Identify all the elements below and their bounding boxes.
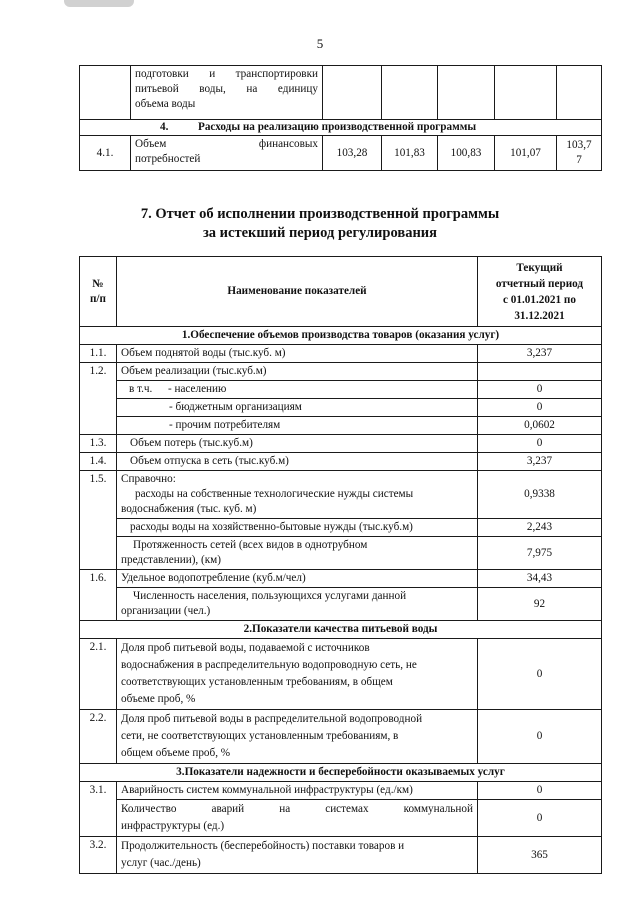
- table-cell: [495, 66, 557, 120]
- cell-text: - населению: [167, 383, 227, 395]
- indicator-name: [117, 381, 478, 399]
- table-row: [80, 782, 602, 800]
- row-number: 1.1.: [80, 345, 117, 363]
- indicator-value: 3,237: [478, 453, 602, 471]
- indicator-name-cell: [131, 136, 323, 171]
- cell-text: сети, не соответствующих установленным требованиям, в: [121, 730, 399, 742]
- header-row: [80, 257, 602, 327]
- indicator-value: 2,243: [478, 519, 602, 537]
- table-row: [80, 435, 602, 453]
- value-cell: 100,83: [438, 136, 495, 171]
- value-cell: 101,07: [495, 136, 557, 171]
- cell-text: Протяженность сетей (всех видов в однотрубном: [133, 539, 368, 551]
- report-title: [0, 205, 640, 243]
- indicator-name: Объем потерь (тыс.куб.м): [117, 435, 478, 453]
- cell-text: инфраструктуры (ед.): [121, 820, 225, 832]
- indicator-value: 0,0602: [478, 417, 602, 435]
- cell-text: Текущий: [516, 261, 563, 274]
- cell-text: представлении), (км): [121, 554, 221, 566]
- cell-text: организации (чел.): [121, 605, 211, 617]
- cell-text: общем объеме проб, %: [121, 747, 231, 759]
- section-row: [80, 621, 602, 639]
- row-number: 1.5.: [80, 471, 117, 570]
- cell-text: с 01.01.2021 по: [503, 293, 576, 306]
- section-number: 4.: [160, 121, 169, 133]
- indicator-name: - бюджетным организациям: [117, 399, 478, 417]
- cell-text: финансовых: [258, 138, 318, 150]
- indicator-name: [117, 710, 478, 764]
- row-number: 3.1.: [80, 782, 117, 837]
- cell-text: Доля проб питьевой воды в распределительной водопроводной: [121, 713, 423, 725]
- cell-text: Доля проб питьевой воды, подаваемой с источников: [121, 642, 370, 654]
- indicator-name: расходы воды на хозяйственно-бытовые нужды (тыс.куб.м): [117, 519, 478, 537]
- value-cell: 103,28: [323, 136, 382, 171]
- indicator-value: 0: [478, 639, 602, 710]
- row-number: 1.3.: [80, 435, 117, 453]
- table-cell: [557, 66, 602, 120]
- indicator-value: 365: [478, 837, 602, 874]
- value-cell: 101,83: [382, 136, 438, 171]
- section-heading: 2.Показатели качества питьевой воды: [80, 621, 602, 639]
- table-row: [80, 800, 602, 837]
- indicator-value: 0: [478, 399, 602, 417]
- table-row: [80, 136, 602, 171]
- indicator-name: [117, 537, 478, 570]
- table-row: [80, 345, 602, 363]
- table-row: [80, 519, 602, 537]
- cell-text: 31.12.2021: [514, 309, 565, 322]
- cell-text: Справочно:: [121, 473, 176, 485]
- indicator-value: 0,9338: [478, 471, 602, 519]
- cell-text: соответствующих установленным требованиям, в общем: [121, 676, 393, 688]
- table-row: [80, 399, 602, 417]
- indicator-value: 0: [478, 710, 602, 764]
- row-number: 2.2.: [80, 710, 117, 764]
- page-number: 5: [316, 36, 324, 51]
- row-number: 1.6.: [80, 570, 117, 621]
- table-cell: [323, 66, 382, 120]
- row-number: 1.2.: [80, 363, 117, 435]
- cell-text: системах: [325, 803, 369, 815]
- top-table: [79, 65, 602, 171]
- cell-text: водоснабжения в распределительную водопроводную сеть, не: [121, 659, 417, 671]
- cell-text: на: [279, 803, 291, 815]
- cell-text: питьевой воды, на единицу: [135, 83, 318, 95]
- report-table: [79, 256, 602, 874]
- indicator-name: [117, 837, 478, 874]
- indicator-value: 0: [478, 435, 602, 453]
- cell-text: Численность населения, пользующихся услугами данной: [133, 590, 407, 602]
- section-heading: [80, 120, 602, 136]
- table-row: [80, 537, 602, 570]
- header-name: Наименование показателей: [117, 257, 478, 327]
- table-row: [80, 381, 602, 399]
- section-row: [80, 120, 602, 136]
- cell-text: Продолжительность (бесперебойность) поставки товаров и: [121, 840, 405, 852]
- cell-text: в т.ч.: [129, 383, 153, 395]
- indicator-name: Аварийность систем коммунальной инфраструктуры (ед./км): [117, 782, 478, 800]
- indicator-name: [117, 588, 478, 621]
- indicator-value: 3,237: [478, 345, 602, 363]
- cell-text: подготовки и транспортировки: [135, 68, 318, 80]
- value-cell: [557, 136, 602, 171]
- cell-text: услуг (час./день): [121, 857, 201, 869]
- cell-text: объеме проб, %: [121, 693, 196, 705]
- table-row: [80, 639, 602, 710]
- table-row: [80, 453, 602, 471]
- table-row: [80, 837, 602, 874]
- table-row: [80, 570, 602, 588]
- row-number: 3.2.: [80, 837, 117, 874]
- indicator-name: [117, 471, 478, 519]
- indicator-name: Объем поднятой воды (тыс.куб. м): [117, 345, 478, 363]
- indicator-name: [117, 800, 478, 837]
- report-title-line: за истекший период регулирования: [202, 225, 438, 241]
- cell-text: Количество: [121, 803, 177, 815]
- cell-text: п/п: [89, 292, 106, 305]
- cell-text: расходы на собственные технологические нужды системы: [135, 488, 414, 500]
- table-cell: [438, 66, 495, 120]
- indicator-value: 92: [478, 588, 602, 621]
- cell-text: аварий: [211, 803, 245, 815]
- section-row: [80, 327, 602, 345]
- row-number: 2.1.: [80, 639, 117, 710]
- indicator-value: [478, 363, 602, 381]
- table-cell: [382, 66, 438, 120]
- section-label: Расходы на реализацию производственной программы: [197, 121, 477, 133]
- cell-text: объема воды: [135, 98, 196, 110]
- section-row: [80, 764, 602, 782]
- scan-smudge: [64, 0, 134, 7]
- header-period: [478, 257, 602, 327]
- section-heading: 3.Показатели надежности и бесперебойности оказываемых услуг: [80, 764, 602, 782]
- indicator-value: 0: [478, 782, 602, 800]
- cell-text: Объем: [135, 138, 167, 150]
- table-cell: [80, 66, 131, 120]
- header-num: [80, 257, 117, 327]
- indicator-name-cell: [131, 66, 323, 120]
- row-number: 4.1.: [80, 136, 131, 171]
- cell-text: 103,7: [566, 139, 592, 151]
- indicator-value: 7,975: [478, 537, 602, 570]
- table-row: [80, 363, 602, 381]
- indicator-value: 34,43: [478, 570, 602, 588]
- indicator-name: Объем отпуска в сеть (тыс.куб.м): [117, 453, 478, 471]
- table-row: [80, 471, 602, 519]
- indicator-value: 0: [478, 800, 602, 837]
- cell-text: 7: [576, 154, 582, 166]
- indicator-name: Удельное водопотребление (куб.м/чел): [117, 570, 478, 588]
- table-row: [80, 66, 602, 120]
- cell-text: отчетный период: [495, 277, 584, 290]
- cell-text: коммунальной: [403, 803, 473, 815]
- indicator-value: 0: [478, 381, 602, 399]
- section-heading: 1.Обеспечение объемов производства товаров (оказания услуг): [80, 327, 602, 345]
- cell-text: №: [92, 277, 104, 290]
- cell-text: водоснабжения (тыс. куб. м): [121, 503, 257, 515]
- report-title-line: 7. Отчет об исполнении производственной программы: [140, 206, 500, 222]
- cell-text: потребностей: [135, 153, 201, 165]
- indicator-name: Объем реализации (тыс.куб.м): [117, 363, 478, 381]
- indicator-name: [117, 639, 478, 710]
- table-row: [80, 710, 602, 764]
- row-number: 1.4.: [80, 453, 117, 471]
- table-row: [80, 588, 602, 621]
- indicator-name: - прочим потребителям: [117, 417, 478, 435]
- table-row: [80, 417, 602, 435]
